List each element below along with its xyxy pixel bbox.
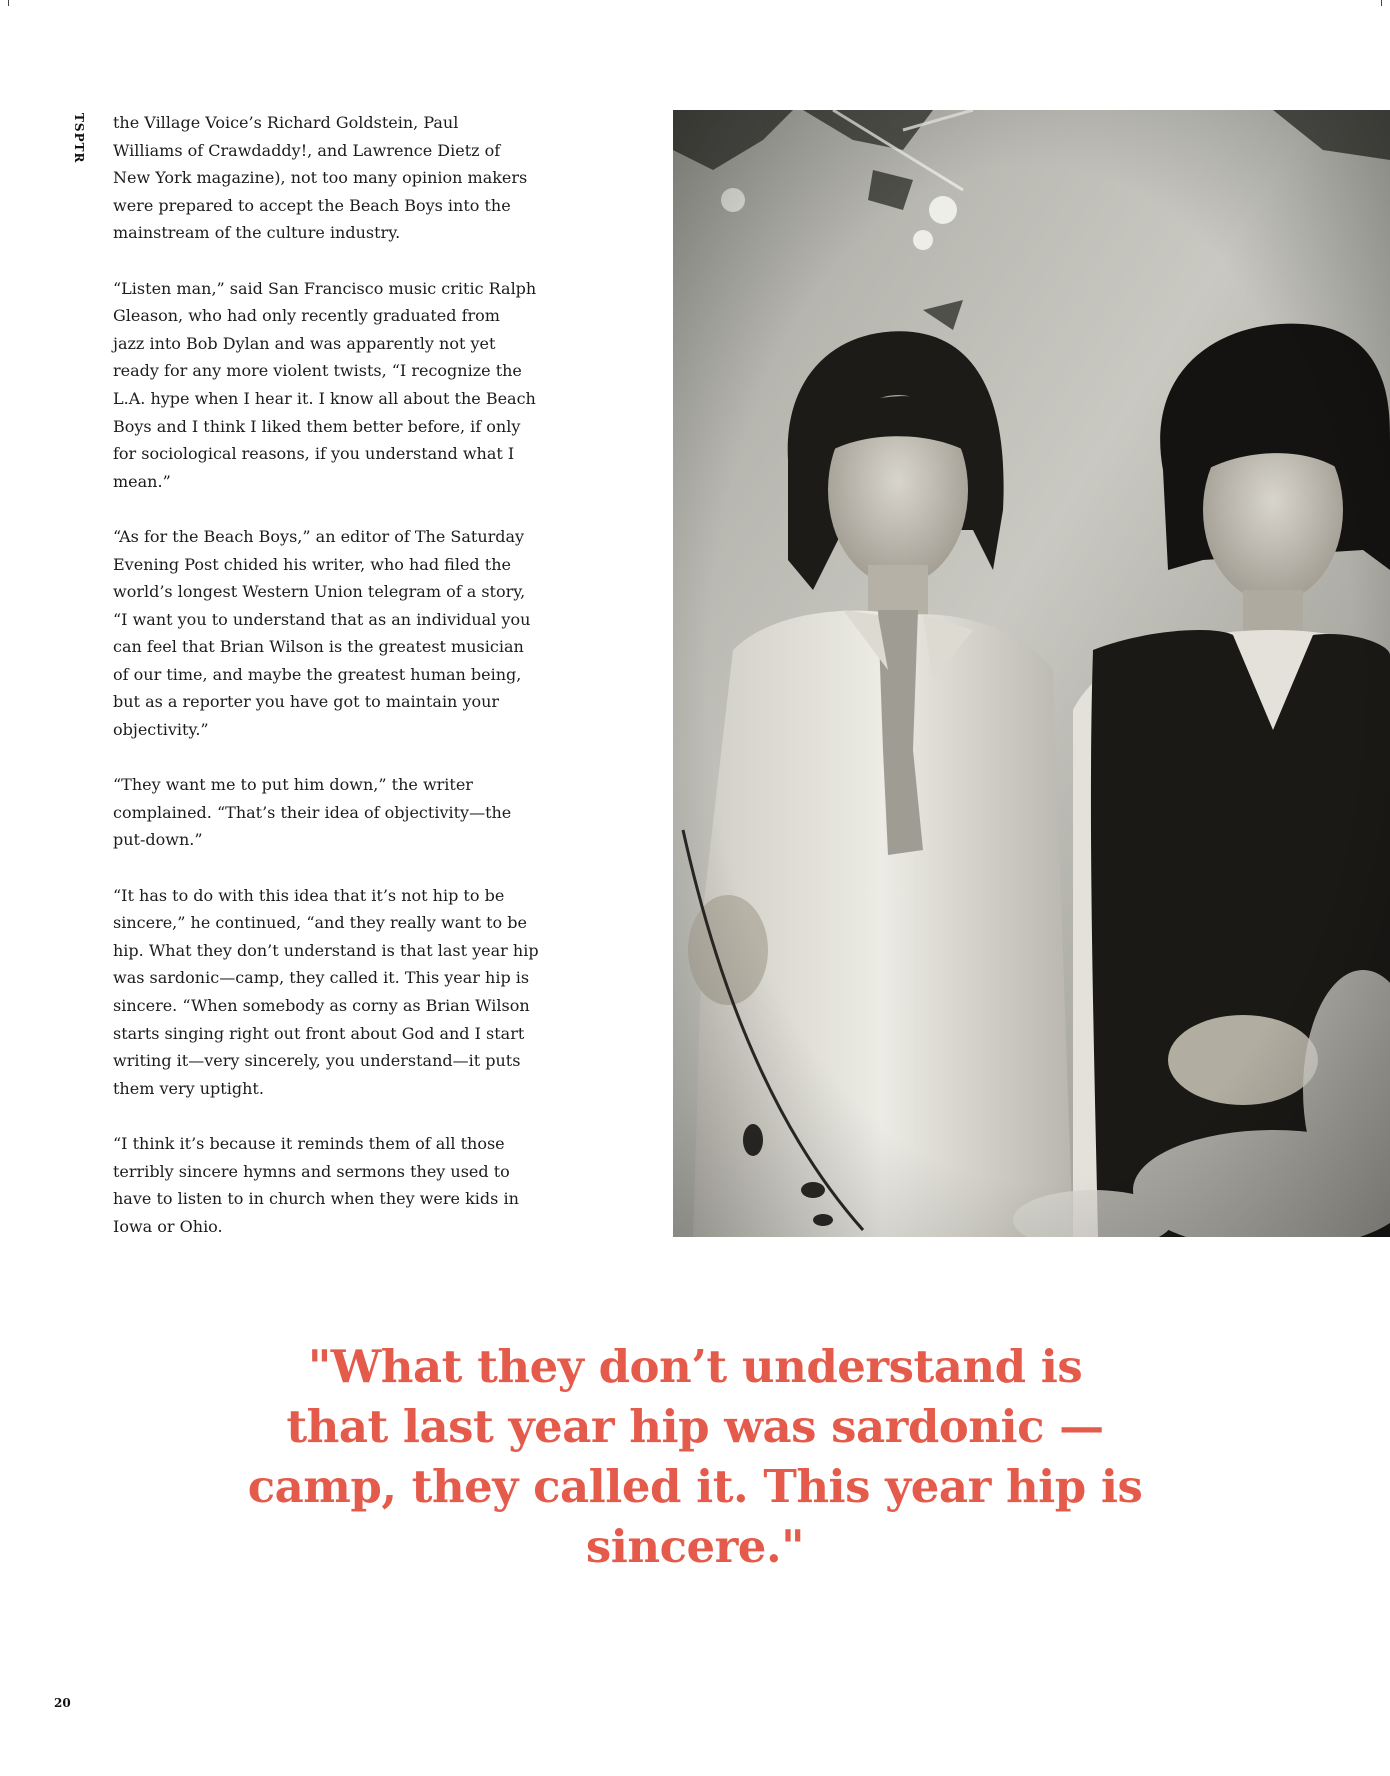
article-paragraph: the Village Voice’s Richard Goldstein, Paul Williams of Crawdaddy!, and Lawrence Dietz of New York magazine), not too many opinion makers were prepared to accept the Beach Boys into the mainstream of the culture industry. (113, 113, 528, 243)
pull-quote-line: "What they don’t understand is (307, 1340, 1083, 1393)
pull-quote (180, 1337, 1210, 1577)
pull-quote-line: camp, they called it. This year hip is (247, 1460, 1143, 1513)
article-paragraph: “As for the Beach Boys,” an editor of The Saturday Evening Post chided his writer, who had filed the world’s longest Western Union telegram of a story, “I want you to understand that as an individual you can feel that Brian Wilson is the greatest musician of our time, and maybe the greatest human being, but as a reporter you have got to maintain your objectivity.” (113, 526, 531, 740)
article-paragraph: “Listen man,” said San Francisco music critic Ralph Gleason, who had only recently graduated from jazz into Bob Dylan and was apparently not yet ready for any more violent twists, “I recognize the L.A. hype when I hear it. I know all about the Beach Boys and I think I liked them better before, if only for sociological reasons, if you understand what I mean.” (113, 278, 537, 491)
article-body (113, 109, 591, 1268)
article-paragraph: “They want me to put him down,” the writer complained. “That’s their idea of objectivity—the put-down.” (113, 775, 512, 850)
page-number: 20 (54, 1696, 71, 1710)
pull-quote-line: that last year hip was sardonic — (286, 1400, 1104, 1453)
crop-mark-left (8, 0, 9, 6)
crop-mark-right (1381, 0, 1382, 6)
magazine-side-label: TSPTR (72, 113, 86, 164)
pull-quote-line: sincere." (585, 1520, 805, 1573)
photo-illustration (673, 110, 1390, 1237)
article-paragraph: “I think it’s because it reminds them of all those terribly sincere hymns and sermons they used to have to listen to in church when they were kids in Iowa or Ohio. (113, 1133, 519, 1236)
black-and-white-photo (673, 110, 1390, 1237)
article-paragraph: “It has to do with this idea that it’s not hip to be sincere,” he continued, “and they really want to be hip. What they don’t understand is that last year hip was sardonic—camp, they called it. This year hip is sincere. “When somebody as corny as Brian Wilson starts singing right out front about God and I start writing it—very sincerely, you understand—it puts them very uptight. (113, 885, 539, 1098)
